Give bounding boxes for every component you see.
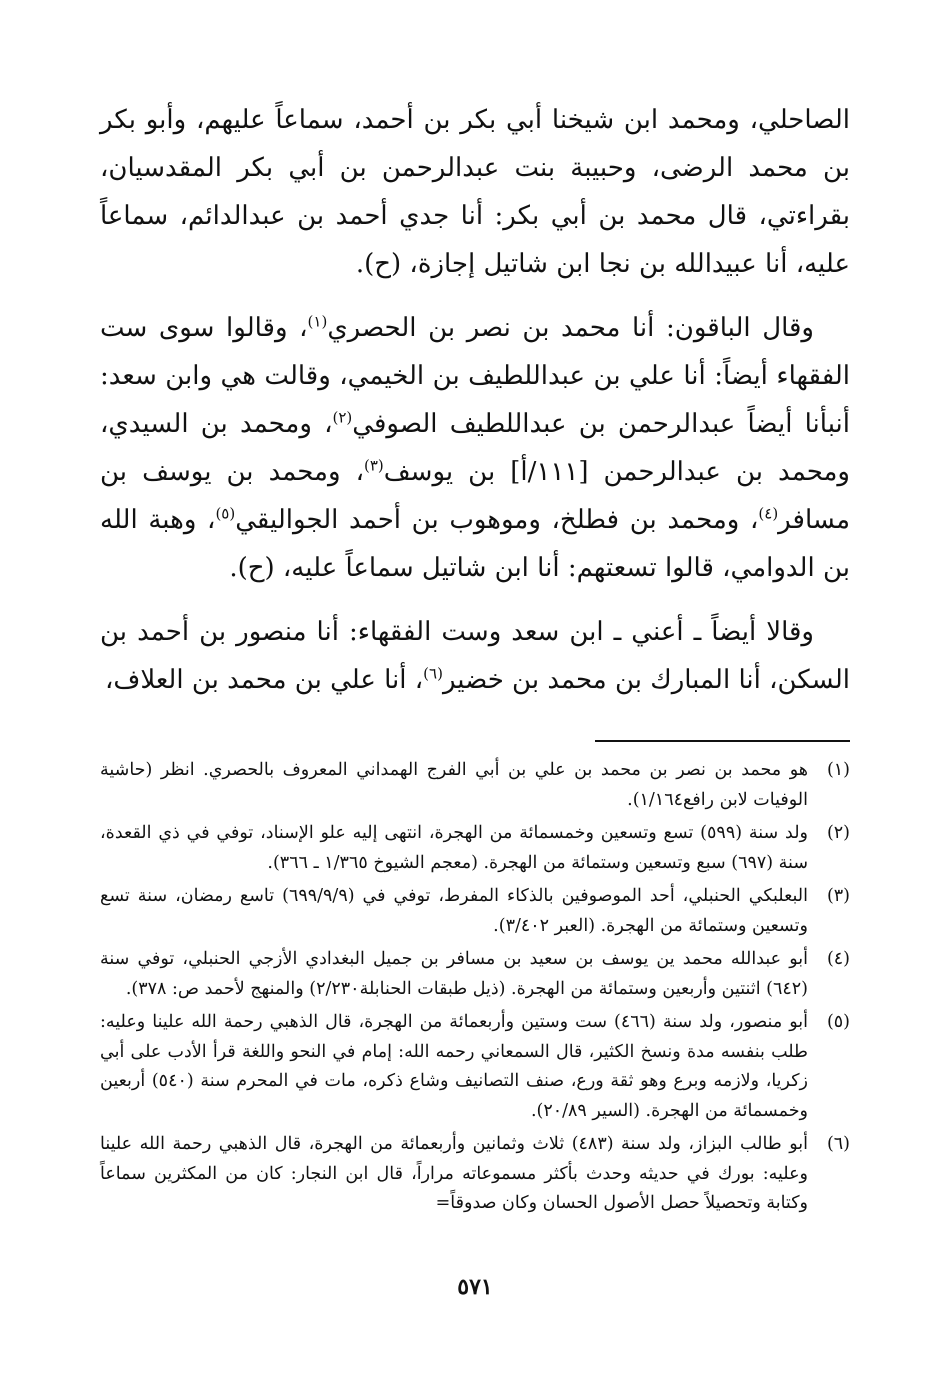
footnote-4 [100,945,850,1004]
main-paragraph-3 [100,608,850,704]
footnote-text: البعلبكي الحنبلي، أحد الموصوفين بالذكاء المفرط، توفي في (٦٩٩/٩/٩) تاسع رمضان، سنة تسع وتسعين وستمائة من الهجرة. (العبر ٣/٤٠٢). [100,886,808,936]
footnote-1 [100,756,850,815]
footnote-text: أبو منصور، ولد سنة (٤٦٦) ست وستين وأربعمائة من الهجرة، قال الذهبي رحمة الله علينا وعليه: طلب بنفسه مدة ونسخ الكثير، قال السمعاني رحمه الله: إمام في النحو واللغة قرأ الأدب على أبي زكريا، ولازمه وبرع وهو ثقة ورع، صنف التصانيف وشاع ذكره، مات في المحرم سنة (٥٤٠) أربعين وخمسمائة من الهجرة. (السير ٢٠/٨٩). [100,1012,809,1121]
footnote-3 [100,882,850,941]
footnote-ref-2: (٢) [332,408,353,427]
footnote-separator [595,740,850,742]
paragraph-2-text: ، ومحمد بن السيدي، ومحمد بن عبدالرحمن [١١١/أ] بن يوسف [100,409,850,487]
paragraph-3-text: وقالا أيضاً ـ أعني ـ ابن سعد وست الفقهاء: أنا منصور بن أحمد بن السكن، أنا المبارك بن محمد بن خضير [100,617,850,695]
footnote-ref-4: (٤) [758,504,779,523]
book-page [100,96,850,1366]
paragraph-2-text: ، ومحمد بن يوسف بن مسافر [100,457,850,535]
main-paragraph-2 [100,304,850,592]
paragraph-2-text: ، وهبة الله بن الدوامي، قالوا تسعتهم: أنا ابن شاتيل سماعاً عليه، (ح). [100,505,850,583]
footnote-ref-3: (٣) [363,456,384,475]
footnotes [100,756,850,1219]
paragraph-2-text: وقال الباقون: أنا محمد بن نصر بن الحصري [327,313,814,343]
footnote-number: (٢) [826,823,850,843]
footnote-6 [100,1130,850,1219]
footnote-number: (٥) [826,1012,850,1032]
paragraph-3-text: ، أنا علي بن محمد بن العلاف، [105,665,424,695]
footnote-number: (٦) [826,1134,850,1154]
page-number: ٥٧١ [457,1274,493,1300]
footnote-ref-1: (١) [307,312,328,331]
footnote-text: أبو طالب البزاز، ولد سنة (٤٨٣) ثلاث وثمانين وأربعمائة من الهجرة، قال الذهبي رحمة الله علينا وعليه: بورك في حديثه وحدث بأكثر مسموعاته مراراً، قال ابن النجار: كان من المكثرين سماعاً وكتابة وتحصيلاً حصل الأصول الحسان وكان صدوقاً= [100,1134,808,1213]
footnote-text: هو محمد بن نصر بن محمد بن علي بن أبي الفرج الهمداني المعروف بالحصري. انظر (حاشية الوفيات لابن رافع١/١٦٤). [100,760,808,810]
footnote-5 [100,1008,850,1126]
footnote-number: (٤) [826,949,850,969]
footnote-text: ولد سنة (٥٩٩) تسع وتسعين وخمسمائة من الهجرة، انتهى إليه علو الإسناد، توفي في ذي القعدة، سنة (٦٩٧) سبع وتسعين وستمائة من الهجرة. (معجم الشيوخ ١/٣٦٥ ـ ٣٦٦). [100,823,809,873]
footnote-ref-5: (٥) [215,504,236,523]
paragraph-2-text: ، ومحمد بن فطلخ، وموهوب بن أحمد الجواليقي [235,505,759,535]
footnote-number: (٣) [826,886,850,906]
paragraph-2-text: ، وقالوا سوى ست الفقهاء أيضاً: أنا علي بن عبداللطيف بن الخيمي، وقالت هي وابن سعد: أنبأنا أيضاً عبدالرحمن بن عبداللطيف الصوفي [100,313,851,439]
footnote-number: (١) [826,760,850,780]
footnote-text: أبو عبدالله محمد ين يوسف بن سعيد بن مسافر بن جميل البغدادي الأزجي الحنبلي، توفي سنة (٦٤٢) اثنتين وأربعين وستمائة من الهجرة. (ذيل طبقات الحنابلة٢/٢٣٠) والمنهج لأحمد ص: ٣٧٨). [100,949,808,999]
main-text [100,96,850,704]
footnote-2 [100,819,850,878]
footnote-ref-6: (٦) [423,664,443,683]
main-paragraph-1: الصاحلي، ومحمد ابن شيخنا أبي بكر بن أحمد، سماعاً عليهم، وأبو بكر بن محمد الرضى، وحبيبة بنت عبدالرحمن بن أبي بكر المقدسيان، بقراءتي، قال محمد بن أبي بكر: أنا جدي أحمد بن عبدالدائم، سماعاً عليه، أنا عبيدالله بن نجا ابن شاتيل إجازة، (ح). [100,105,850,279]
